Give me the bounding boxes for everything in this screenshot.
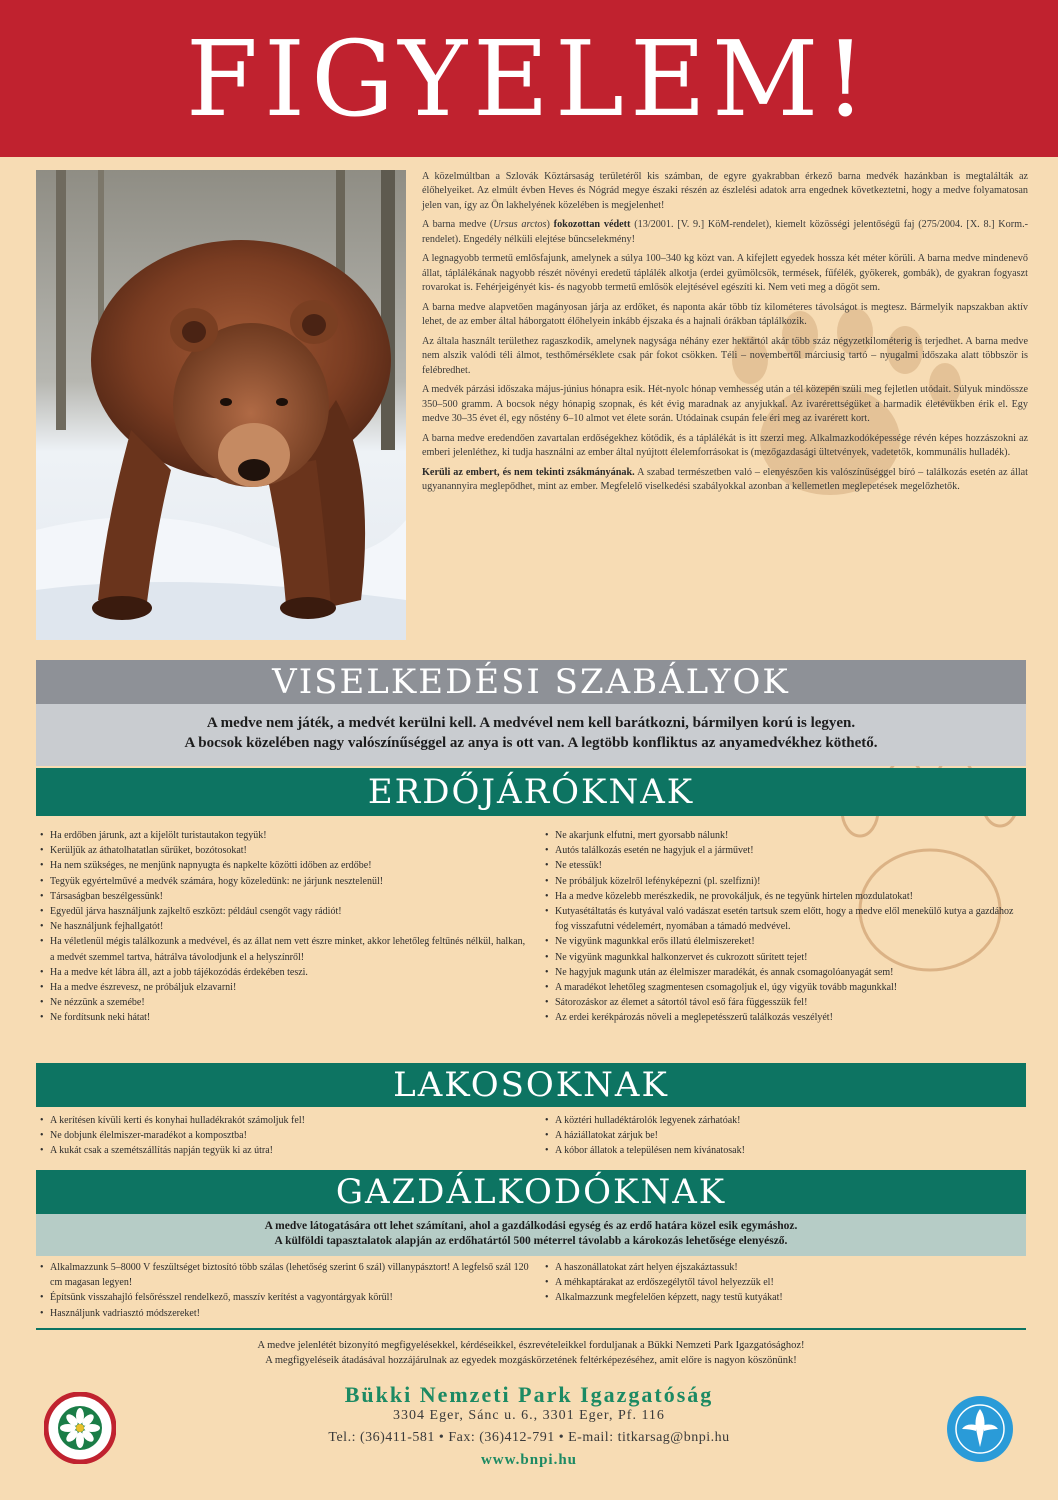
- text-span: (13/2001. [V. 9.] KöM-rendelet), kiemelt közösségi jelentőségű faj (275/2004. [X. 8.] Korm.-rendelet). Engedély nélküli elejtése bűncselekmény!: [422, 219, 1029, 245]
- farmers-line: A medve látogatására ott lehet számítani, ahol a gazdálkodási egység és az erdő határa közel esik egymáshoz.: [264, 1220, 798, 1232]
- rules-line: A medve nem játék, a medvét kerülni kell. A medvével nem kell barátkozni, bármilyen korú is legyen.: [206, 715, 856, 731]
- list-item: • Ne etessük!: [545, 858, 1025, 873]
- intro-paragraph: A legnagyobb termetű emlősfajunk, amelynek a súlya 100–340 kg közt van. A kifejlett egyedek hossza két méter körüli. A barna medve mindenevő állat, táplálékának nagyobb részét növényi eredetű táplálék alkotja (erdei gyümölcsök, termések, fűfélék, gyökerek, gombák), de gyakran fogyaszt rovarokat is. Fehérjeigényét kis- és nagyobb termetű emlősök elejtésével egészíti ki. Nem veti meg a dögöt sem.: [422, 253, 1028, 294]
- list-item: • Ne hagyjuk magunk után az élelmiszer maradékát, és annak csomagolóanyagát sem!: [545, 965, 1025, 980]
- intro-text: [422, 170, 1028, 500]
- hikers-band: [36, 768, 1026, 816]
- list-item: • Ne dobjunk élelmiszer-maradékot a komposztba!: [40, 1128, 530, 1143]
- list-item: • Ne vigyünk magunkkal halkonzervet és cukrozott sűrített tejet!: [545, 950, 1025, 965]
- list-item: • A kukát csak a szemétszállítás napján tegyük ki az útra!: [40, 1143, 530, 1158]
- list-item: • Ne nézzünk a szemébe!: [40, 995, 530, 1010]
- org-name: Bükki Nemzeti Park Igazgatóság: [344, 1382, 714, 1407]
- residents-right-list: [545, 1113, 1025, 1159]
- list-item: • Ne fordítsunk neki hátat!: [40, 1010, 530, 1025]
- list-item: • Az erdei kerékpározás növeli a meglepetésszerű találkozás veszélyét!: [545, 1010, 1025, 1025]
- page-title: FIGYELEM!: [185, 17, 873, 140]
- intro-paragraph-protection: [422, 218, 1028, 247]
- latin-name: Ursus arctos: [493, 219, 547, 231]
- farmers-notice: [36, 1214, 1026, 1256]
- list-item: • Ha a medve közelebb merészkedik, ne provokáljuk, és ne tegyünk hirtelen mozdulatokat!: [545, 889, 1025, 904]
- list-item: • Ne vigyünk magunkkal erős illatú élelmiszereket!: [545, 934, 1025, 949]
- org-address: 3304 Eger, Sánc u. 6., 3301 Eger, Pf. 116: [393, 1408, 665, 1423]
- list-item: • A méhkaptárakat az erdőszegélytől távol helyezzük el!: [545, 1275, 1025, 1290]
- list-item: • A kóbor állatok a településen nem kívánatosak!: [545, 1143, 1025, 1158]
- intro-paragraph: A medvék párzási időszaka május-június hónapra esik. Hét-nyolc hónap vemhesség után a tél közepén szüli meg fejletlen utódait. Súlyuk mindössze 350–500 gramm. A bocsok négy hónapig szopnak, és két évig maradnak az anyjukkal. Az ivarérettségüket a harmadik életévükben érik el. Egy medve 30–35 évet él, egy nőstény 6–10 almot vet élete során. Utódainak csupán fele éri meg az ivarérett kort.: [422, 384, 1028, 425]
- footer-divider: [36, 1328, 1026, 1330]
- intro-paragraph: A barna medve alapvetően magányosan járja az erdőket, és naponta akár több tíz kilométeres távolságot is megtesz. Bármelyik napszakban aktív lehet, de az ember által háborgatott élőhelyein inkább éjszaka és a hajnali órákban táplálkozik.: [422, 301, 1028, 328]
- avoid-statement: Kerüli az embert, és nem tekinti zsákmányának.: [422, 466, 635, 478]
- text-span: A barna medve (: [422, 219, 494, 231]
- rules-band: [36, 660, 1026, 704]
- list-item: • Ha a medve két lábra áll, azt a jobb tájékozódás érdekében teszi.: [40, 965, 530, 980]
- farmers-left-list: [40, 1260, 530, 1321]
- nature-conservation-icon: [946, 1395, 1014, 1463]
- intro-paragraph: A barna medve eredendően zavartalan erdőségekhez kötődik, és a táplálékát is itt szerzi meg. Alkalmazkodóképessége révén képes hozzászokni az emberi jelenléthez, ki tudja használni az ember által nyújtott élelemforrásokat is (mezőgazdasági ültetvények, vadetetők, kommunális hulladék).: [422, 432, 1028, 459]
- bear-photo: [36, 170, 406, 640]
- footer-note-line: A medve jelenlétét bizonyító megfigyelésekkel, kérdéseikkel, észrevételeikkel forduljanak a Bükki Nemzeti Park Igazgatósághoz!: [257, 1340, 805, 1351]
- residents-title: LAKOSOKNAK: [393, 1065, 669, 1105]
- list-item: • Társaságban beszélgessünk!: [40, 889, 530, 904]
- rules-line: A bocsok közelében nagy valószínűséggel az anya is ott van. A legtöbb konfliktus az anyamedvékhez köthető.: [184, 734, 878, 751]
- list-item: • Használjunk vadriasztó módszereket!: [40, 1306, 530, 1321]
- text-span: A szabad természetben való – elenyészően kis valószínűséggel bíró – találkozás esetén az állat ugyanannyira meglepődhet, mint az ember. Megfelelő viselkedési szabályokkal azonban a kellemetlen meglepetések megelőzhetők.: [422, 466, 1028, 493]
- org-contact: Tel.: (36)411-581 • Fax: (36)412-791 • E-mail: titkarsag@bnpi.hu: [328, 1430, 730, 1445]
- list-item: • A haszonállatokat zárt helyen éjszakáztassuk!: [545, 1260, 1025, 1275]
- hikers-title: ERDŐJÁRÓKNAK: [367, 772, 695, 812]
- rules-title: VISELKEDÉSI SZABÁLYOK: [272, 662, 790, 702]
- bnp-emblem-icon: [44, 1392, 116, 1464]
- farmers-right-list: [545, 1260, 1025, 1306]
- residents-band: [36, 1063, 1026, 1107]
- list-item: • Ha nem szükséges, ne menjünk napnyugta és napkelte közötti időben az erdőbe!: [40, 858, 530, 873]
- text-span: ): [546, 219, 554, 231]
- list-item: • Építsünk visszahajló felsőrésszel rendelkező, masszív kerítést a vagyontárgyak körül!: [40, 1290, 530, 1305]
- list-item: • Alkalmazzunk 5–8000 V feszültséget biztosító több szálas (lehetőség szerint 6 szál) villanypásztort! A legfelső szál 120 cm magasan legyen!: [40, 1260, 530, 1290]
- farmers-band: [36, 1170, 1026, 1214]
- footer-note: [36, 1338, 1026, 1368]
- list-item: • Ne akarjunk elfutni, mert gyorsabb nálunk!: [545, 828, 1025, 843]
- hikers-right-list: [545, 828, 1025, 1025]
- list-item: • A maradékot lehetőleg szagmentesen csomagoljuk el, úgy vigyük tovább magunkkal!: [545, 980, 1025, 995]
- org-website-link[interactable]: www.bnpi.hu: [480, 1452, 578, 1468]
- residents-left-list: [40, 1113, 530, 1159]
- hikers-left-list: [40, 828, 530, 1025]
- list-item: • Egyedül járva használjunk zajkeltő eszközt: például csengőt vagy rádiót!: [40, 904, 530, 919]
- protected-status: fokozottan védett: [553, 219, 631, 231]
- list-item: • Ne próbáljuk közelről lefényképezni (pl. szelfizni)!: [545, 874, 1025, 889]
- title-banner: [0, 0, 1058, 157]
- list-item: • Kerüljük az áthatolhatatlan sűrűket, bozótosokat!: [40, 843, 530, 858]
- rules-notice: [36, 704, 1026, 766]
- list-item: • A kerítésen kívüli kerti és konyhai hulladékrakót számoljuk fel!: [40, 1113, 530, 1128]
- footer-note-line: A megfigyeléseik átadásával hozzájárulnak az egyedek mozgáskörzetének feltérképezéséhez, amit előre is nagyon köszönünk!: [265, 1355, 797, 1367]
- intro-paragraph-avoid: [422, 466, 1028, 495]
- list-item: • Alkalmazzunk megfelelően képzett, nagy testű kutyákat!: [545, 1290, 1025, 1305]
- list-item: • A köztéri hulladéktárolók legyenek zárhatóak!: [545, 1113, 1025, 1128]
- list-item: • Autós találkozás esetén ne hagyjuk el a járművet!: [545, 843, 1025, 858]
- list-item: • Ne használjunk fejhallgatót!: [40, 919, 530, 934]
- list-item: • Ha véletlenül mégis találkozunk a medvével, és az állat nem vett észre minket, akkor lehetőleg feltűnés nélkül, halkan, a medvét szemmel tartva, hátrálva távolodjunk el a helyszínről!: [40, 934, 530, 964]
- list-item: • Ha erdőben járunk, azt a kijelölt turistautakon tegyük!: [40, 828, 530, 843]
- list-item: • Sátorozáskor az élemet a sátortól távol eső fára függesszük fel!: [545, 995, 1025, 1010]
- list-item: • Kutyasétáltatás és kutyával való vadászat esetén tartsuk szem előtt, hogy a medve elől menekülő kutya a gazdához fog visszafutni védelemért, nyomában a támadó medvével.: [545, 904, 1025, 934]
- intro-paragraph: A közelmúltban a Szlovák Köztársaság területéről kis számban, de egyre gyakrabban érkező barna medvék hazánkban is megtalálták az élőhelyeiket. Az elmúlt évben Heves és Nógrád megye északi részén az észlelési adatok arra engednek következtetni, hogy a medve folyamatosan jelen van, így az Ön lakhelyének közelében is megjelenhet!: [422, 171, 1028, 211]
- farmers-line: A külföldi tapasztalatok alapján az erdőhatártól 500 méterrel távolabb a károkozás lehetősége elenyésző.: [274, 1234, 788, 1247]
- list-item: • Ha a medve észrevesz, ne próbáljuk elzavarni!: [40, 980, 530, 995]
- farmers-title: GAZDÁLKODÓKNAK: [335, 1172, 727, 1212]
- list-item: • Tegyük egyértelművé a medvék számára, hogy közeledünk: ne járjunk nesztelenül!: [40, 874, 530, 889]
- list-item: • A háziállatokat zárjuk be!: [545, 1128, 1025, 1143]
- intro-paragraph: Az általa használt területhez ragaszkodik, amelynek nagysága néhány ezer hektártól akár több száz négyzetkilométerig is terjedhet. A barna medve nem alszik valódi téli álmot, testhőmérséklete csak pár fokot csökken. Téli – novembertől márciusig tartó – nyugalmi időszaka alatt többször is felébredhet.: [422, 335, 1028, 376]
